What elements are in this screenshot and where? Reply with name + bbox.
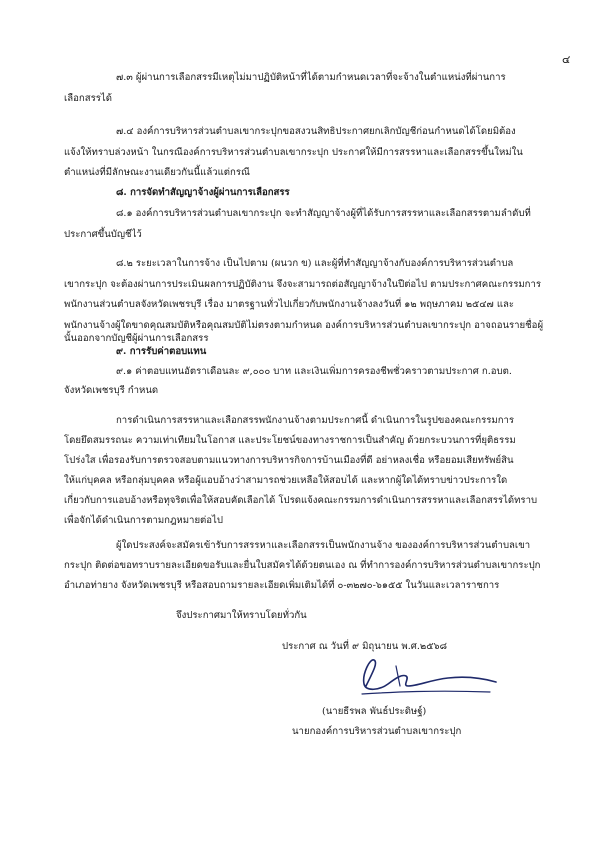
clause-8-2-line-3: พนักงานส่วนตำบลจังหวัดเพชรบุรี เรื่อง มาตรฐานทั่วไปเกี่ยวกับพนักงานจ้างลงวันที่ ๑๒ พฤษภาคม ๒๕๔๗ และ <box>64 299 515 310</box>
notice-paragraph-line-1: การดำเนินการสรรหาและเลือกสรรพนักงานจ้างตามประกาศนี้ ดำเนินการในรูปของคณะกรรมการ <box>116 415 515 426</box>
clause-8-2-line-2: เขากระปุก จะต้องผ่านการประเมินผลการปฏิบัติงาน จึงจะสามารถต่อสัญญาจ้างในปีต่อไป ตามประกาศคณะกรรมการ <box>64 279 542 290</box>
notice-paragraph-line-4: ให้แก่บุคคล หรือกลุ่มบุคคล หรือผู้แอบอ้างว่าสามารถช่วยเหลือให้สอบได้ และหากผู้ใดได้ทราบข่าวประการใด <box>64 475 508 486</box>
clause-7-4-line-2: แจ้งให้ทราบล่วงหน้า ในกรณีองค์การบริหารส่วนตำบลเขากระปุก ประกาศให้มีการสรรหาและเลือกสรรขึ้นใหม่ใน <box>64 147 523 158</box>
clause-8-1-line-1: ๘.๑ องค์การบริหารส่วนตำบลเขากระปุก จะทำสัญญาจ้างผู้ที่ได้รับการสรรหาและเลือกสรรตามลำดับที่ <box>116 208 531 219</box>
signatory-name: (นายธีรพล พันธ์ประดิษฐ์) <box>322 706 427 717</box>
clause-9-1-line-2: จังหวัดเพชรบุรี กำหนด <box>64 385 159 396</box>
section-9-heading: ๙. การรับค่าตอบแทน <box>116 346 207 357</box>
application-paragraph-line-2: กระปุก ติดต่อขอทราบรายละเอียดขอรับและยื่นใบสมัครได้ด้วยตนเอง ณ ที่ทำการองค์การบริหารส่วนตำบลเขากระปุก <box>64 560 541 571</box>
application-paragraph-line-1: ผู้ใดประสงค์จะสมัครเข้ารับการสรรหาและเลือกสรรเป็นพนักงานจ้าง ขององค์การบริหารส่วนตำบลเขา <box>116 540 531 551</box>
clause-7-3-line-2: เลือกสรรได้ <box>64 93 112 104</box>
page-number: ๔ <box>562 53 571 66</box>
signatory-title: นายกองค์การบริหารส่วนตำบลเขากระปุก <box>292 726 462 737</box>
clause-8-2-line-1: ๘.๒ ระยะเวลาในการจ้าง เป็นไปตาม (ผนวก ข) และผู้ที่ทำสัญญาจ้างกับองค์การบริหารส่วนตำบล <box>116 258 514 269</box>
announcement-date: ประกาศ ณ วันที่ ๙ มิถุนายน พ.ศ.๒๕๖๘ <box>282 641 447 652</box>
application-paragraph-line-3: อำเภอท่ายาง จังหวัดเพชรบุรี หรือสอบถามรายละเอียดเพิ่มเติมได้ที่ ๐-๓๒๗๐-๖๑๕๕ ในวันและเวลาราชการ <box>64 580 500 591</box>
notice-paragraph-line-3: โปร่งใส เพื่อรองรับการตรวจสอบตามแนวทางการบริหารกิจการบ้านเมืองที่ดี อย่าหลงเชื่อ หรือยอมเสียทรัพย์สิน <box>64 455 514 466</box>
notice-paragraph-line-2: โดยยึดสมรรถนะ ความเท่าเทียมในโอกาส และประโยชน์ของทางราชการเป็นสำคัญ ด้วยกระบวนการที่ยุติธรรม <box>64 435 516 446</box>
announcement-statement: จึงประกาศมาให้ทราบโดยทั่วกัน <box>176 610 307 621</box>
notice-paragraph-line-5: เกี่ยวกับการแอบอ้างหรือทุจริตเพื่อให้สอบคัดเลือกได้ โปรดแจ้งคณะกรรมการดำเนินการสรรหาและเลือกสรรได้ทราบ <box>64 495 538 506</box>
section-8-heading: ๘. การจัดทำสัญญาจ้างผู้ผ่านการเลือกสรร <box>116 187 290 198</box>
clause-8-1-line-2: ประกาศขึ้นบัญชีไว้ <box>64 229 142 240</box>
notice-paragraph-line-6: เพื่อจักได้ดำเนินการตามกฎหมายต่อไป <box>64 515 223 526</box>
handwritten-signature <box>344 656 504 706</box>
clause-7-4-line-1: ๗.๔ องค์การบริหารส่วนตำบลเขากระปุกขอสงวนสิทธิประกาศยกเลิกบัญชีก่อนกำหนดได้โดยมิต้อง <box>116 126 516 137</box>
clause-9-1-line-1: ๙.๑ ค่าตอบแทนอัตราเดือนละ ๙,๐๐๐ บาท และเงินเพิ่มการครองชีพชั่วคราวตามประกาศ ก.อบต. <box>116 366 512 377</box>
clause-8-2-line-5: นั้นออกจากบัญชีผู้ผ่านการเลือกสรร <box>64 333 209 344</box>
clause-7-4-line-3: ตำแหน่งที่มีลักษณะงานเดียวกันนี้แล้วแต่กรณี <box>64 167 250 178</box>
clause-8-2-line-4: พนักงานจ้างผู้ใดขาดคุณสมบัติหรือคุณสมบัติไม่ตรงตามกำหนด องค์การบริหารส่วนตำบลเขากระปุก อาจถอนรายชื่อผู้ <box>64 320 544 331</box>
clause-7-3-line-1: ๗.๓ ผู้ผ่านการเลือกสรรมีเหตุไม่มาปฏิบัติหน้าที่ได้ตามกำหนดเวลาที่จะจ้างในตำแหน่งที่ผ่านการ <box>116 72 506 83</box>
